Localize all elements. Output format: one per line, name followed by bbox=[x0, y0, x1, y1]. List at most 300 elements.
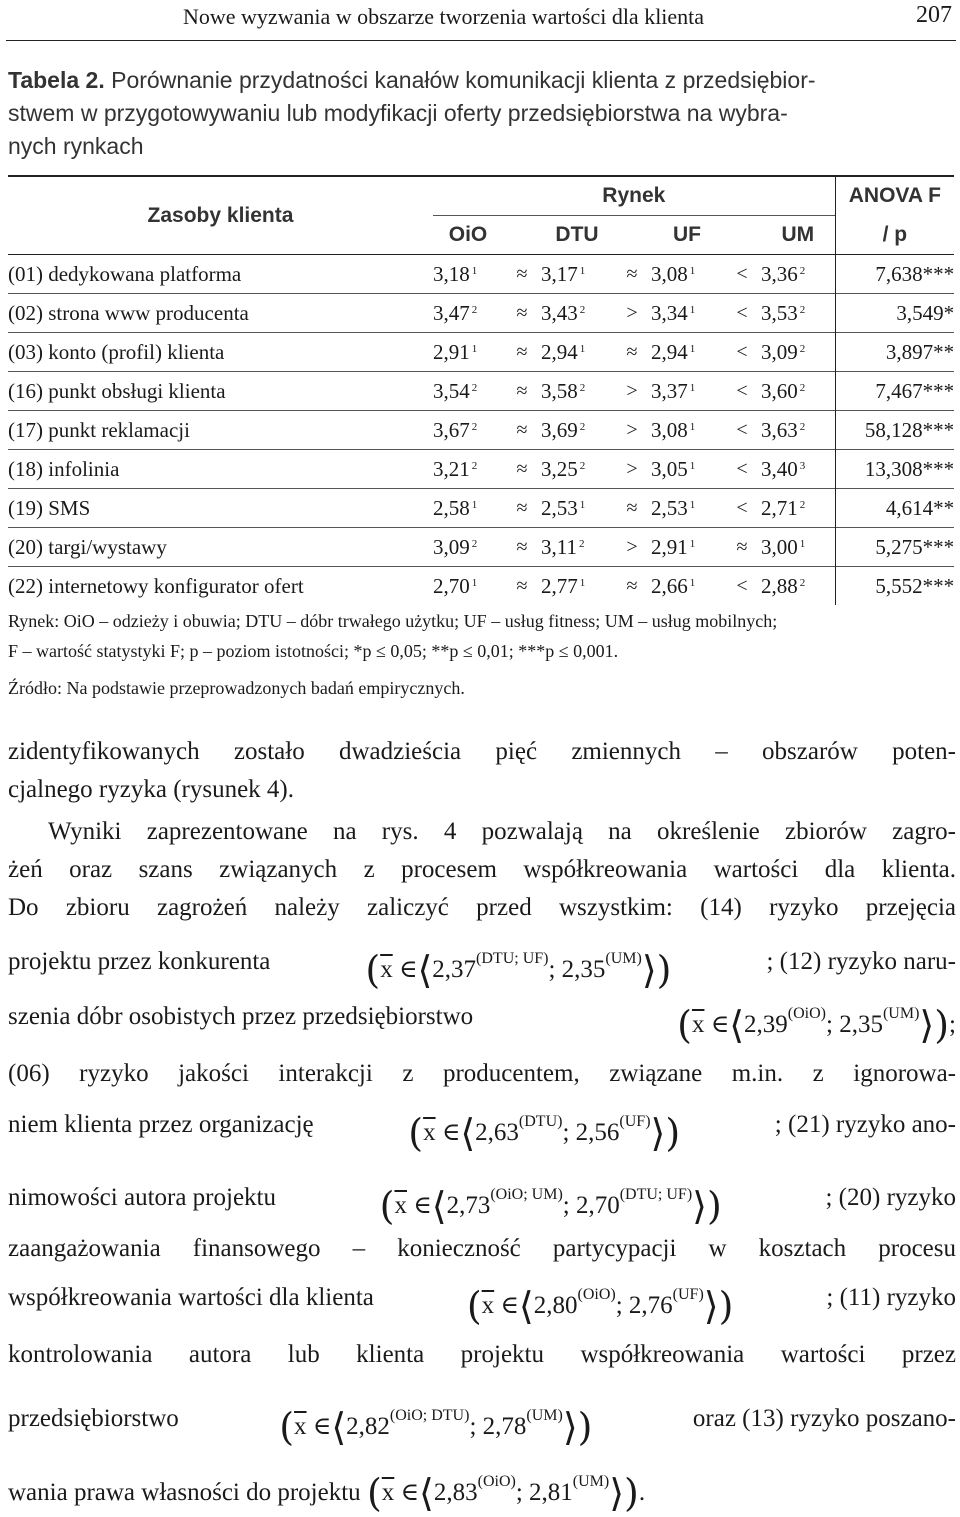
relation-sign bbox=[613, 411, 651, 450]
market-mean-text: 2,88 bbox=[761, 573, 798, 598]
formula-2-v2: ; 2,35 bbox=[826, 1011, 883, 1038]
relation-sign-text: ≈ bbox=[516, 301, 528, 324]
market-mean-text: 2,94 bbox=[541, 339, 578, 364]
market-mean bbox=[651, 567, 723, 606]
group-index: 2 bbox=[579, 303, 586, 316]
market-mean bbox=[761, 333, 835, 372]
header-market-um: UM bbox=[761, 216, 835, 255]
market-mean-text: 3,09 bbox=[433, 534, 470, 559]
formula-5-s1: (OiO) bbox=[577, 1286, 616, 1303]
market-mean-text: 2,53 bbox=[541, 495, 578, 520]
body-line-7-end: ; bbox=[949, 1011, 956, 1038]
formula-4-v2: ; 2,70 bbox=[562, 1192, 620, 1219]
body-line-9 bbox=[8, 1111, 956, 1155]
body-line-6-text: projektu przez konkurenta bbox=[8, 948, 271, 975]
market-mean-text: 3,08 bbox=[651, 417, 688, 442]
market-mean-text: 2,58 bbox=[433, 495, 470, 520]
formula-5-s2: (UF) bbox=[672, 1286, 704, 1303]
market-mean bbox=[433, 411, 503, 450]
relation-sign bbox=[613, 528, 651, 567]
row-label bbox=[8, 450, 433, 489]
anova-value-text: 5,275*** bbox=[875, 534, 955, 559]
body-line-9-end: ; (21) ryzyko ano- bbox=[774, 1111, 956, 1138]
body-line-8: (06) ryzyko jakości interakcji z producentem, związane m.in. z ignorowa- bbox=[8, 1060, 956, 1087]
group-index: 1 bbox=[689, 498, 696, 511]
table-row bbox=[8, 294, 954, 333]
element-of-symbol: ∈ bbox=[413, 1192, 432, 1219]
body-line-7-text: szenia dóbr osobistych przez przedsiębiorstwo bbox=[8, 1003, 474, 1030]
row-label-text: (18) infolinia bbox=[8, 456, 120, 481]
formula-1-v1: 2,37 bbox=[432, 956, 477, 983]
header-market-dtu: DTU bbox=[541, 216, 613, 255]
relation-sign bbox=[723, 489, 761, 528]
market-mean bbox=[651, 411, 723, 450]
group-index: 1 bbox=[799, 537, 806, 550]
relation-sign bbox=[503, 294, 541, 333]
formula-2-s2: (UM) bbox=[882, 1005, 920, 1022]
formula-4: ($\overline{x}$ $\in⟨2,73^{(OiO; UM)}$; $2,70^{(DTU; UF)}⟩$) bbox=[379, 1184, 722, 1228]
formula-1-v2: ; 2,35 bbox=[548, 956, 606, 983]
relation-sign bbox=[613, 294, 651, 333]
group-index: 2 bbox=[799, 381, 806, 394]
element-of-symbol: ∈ bbox=[500, 1292, 519, 1319]
relation-sign bbox=[723, 411, 761, 450]
market-mean bbox=[541, 333, 613, 372]
group-index: 2 bbox=[799, 498, 806, 511]
relation-sign-text: < bbox=[736, 340, 748, 363]
element-of-symbol: ∈ bbox=[441, 1119, 461, 1146]
header-market-uf: UF bbox=[651, 216, 723, 255]
body-line-15-text: wania prawa własności do projektu bbox=[8, 1479, 361, 1506]
anova-value-text: 7,638*** bbox=[875, 261, 955, 286]
header-market: Rynek bbox=[433, 176, 835, 216]
formula-3-v2: ; 2,56 bbox=[562, 1119, 620, 1146]
formula-7-v2: ; 2,81 bbox=[515, 1479, 573, 1506]
mean-symbol: $\overline{x}$ bbox=[481, 1292, 495, 1319]
group-index: 2 bbox=[471, 537, 478, 550]
formula-4-v1: 2,73 bbox=[446, 1192, 491, 1219]
anova-value bbox=[835, 567, 954, 606]
market-mean bbox=[433, 489, 503, 528]
group-index: 1 bbox=[579, 576, 586, 589]
formula-3-s2: (UF) bbox=[619, 1113, 651, 1130]
market-mean bbox=[651, 489, 723, 528]
market-mean-text: 3,63 bbox=[761, 417, 798, 442]
formula-1-s2: (UM) bbox=[605, 950, 642, 967]
market-mean-text: 3,25 bbox=[541, 456, 578, 481]
row-label-text: (01) dedykowana platforma bbox=[8, 261, 242, 286]
caption-text-line2: stwem w przygotowywaniu lub modyfikacji oferty przedsiębiorstwa na wybra- bbox=[8, 100, 788, 126]
element-of-symbol: ∈ bbox=[400, 1479, 420, 1506]
formula-3: ($\overline{x}$ $\in⟨2,63^{(DTU)}$; $2,56^{(UF)}⟩$) bbox=[408, 1111, 681, 1155]
relation-sign bbox=[503, 411, 541, 450]
anova-value bbox=[835, 528, 954, 567]
relation-sign-text: ≈ bbox=[516, 574, 528, 597]
market-mean bbox=[761, 450, 835, 489]
body-line-15 bbox=[8, 1471, 645, 1515]
row-label-text: (02) strona www producenta bbox=[8, 300, 249, 325]
relation-sign-text: < bbox=[736, 262, 748, 285]
formula-5-v1: 2,80 bbox=[533, 1292, 578, 1319]
mean-symbol: $\overline{x}$ bbox=[394, 1192, 407, 1219]
formula-4-s2: (DTU; UF) bbox=[619, 1186, 693, 1203]
element-of-symbol: ∈ bbox=[710, 1011, 730, 1038]
market-mean-text: 3,43 bbox=[541, 300, 578, 325]
anova-value-text: 3,549* bbox=[896, 300, 955, 325]
body-line-15-end: . bbox=[638, 1479, 646, 1506]
anova-value bbox=[835, 294, 954, 333]
relation-sign-text: ≈ bbox=[626, 574, 638, 597]
group-index: 2 bbox=[471, 303, 478, 316]
group-index: 1 bbox=[471, 342, 478, 355]
table-row bbox=[8, 450, 954, 489]
group-index: 2 bbox=[579, 381, 586, 394]
anova-value-text: 3,897** bbox=[885, 339, 955, 364]
relation-sign bbox=[613, 372, 651, 411]
mean-symbol: $\overline{x}$ bbox=[691, 1011, 705, 1038]
relation-sign-text: < bbox=[736, 496, 748, 519]
relation-sign bbox=[613, 255, 651, 294]
group-index: 2 bbox=[799, 342, 806, 355]
formula-2-v1: 2,39 bbox=[744, 1011, 788, 1038]
relation-sign-text: ≈ bbox=[516, 457, 528, 480]
relation-sign-text: < bbox=[736, 301, 748, 324]
market-mean bbox=[651, 333, 723, 372]
body-line-14-text: przedsiębiorstwo bbox=[8, 1405, 179, 1432]
market-mean bbox=[761, 294, 835, 333]
group-index: 1 bbox=[689, 420, 696, 433]
formula-5-v2: ; 2,76 bbox=[615, 1292, 673, 1319]
row-label-text: (16) punkt obsługi klienta bbox=[8, 378, 226, 403]
market-mean-text: 3,47 bbox=[433, 300, 470, 325]
market-mean bbox=[761, 372, 835, 411]
formula-7: ($\overline{x}$ $\in⟨2,83^{(OiO)}$; $2,81^{(UM)}⟩$). bbox=[366, 1471, 646, 1515]
body-line-12-end: ; (11) ryzyko bbox=[826, 1284, 956, 1311]
relation-sign bbox=[613, 567, 651, 606]
formula-3-s1: (DTU) bbox=[518, 1113, 563, 1130]
relation-sign bbox=[613, 489, 651, 528]
caption-label: Tabela 2. bbox=[8, 67, 105, 93]
market-mean bbox=[761, 255, 835, 294]
body-line-9-text: niem klienta przez organizację bbox=[8, 1111, 314, 1138]
group-index: 2 bbox=[579, 420, 586, 433]
relation-sign bbox=[503, 450, 541, 489]
relation-sign-text: ≈ bbox=[626, 262, 638, 285]
body-line-2: cjalnego ryzyka (rysunek 4). bbox=[8, 776, 294, 803]
market-mean bbox=[541, 372, 613, 411]
legend-line2: F – wartość statystyki F; p – poziom istotności; *p ≤ 0,05; **p ≤ 0,01; ***p ≤ 0,001. bbox=[8, 641, 619, 661]
relation-sign-text: ≈ bbox=[516, 535, 528, 558]
formula-1-s1: (DTU; UF) bbox=[476, 950, 549, 967]
group-index: 1 bbox=[689, 303, 696, 316]
relation-sign-text: > bbox=[626, 301, 638, 324]
mean-symbol: $\overline{x}$ bbox=[381, 1479, 395, 1506]
relation-sign bbox=[723, 528, 761, 567]
market-mean bbox=[651, 294, 723, 333]
anova-value-text: 4,614** bbox=[885, 495, 955, 520]
body-line-12 bbox=[8, 1284, 956, 1328]
market-mean bbox=[433, 255, 503, 294]
table-row bbox=[8, 411, 954, 450]
relation-sign bbox=[613, 450, 651, 489]
row-label bbox=[8, 489, 433, 528]
market-mean bbox=[761, 528, 835, 567]
relation-sign-text: ≈ bbox=[626, 340, 638, 363]
group-index: 2 bbox=[471, 381, 478, 394]
relation-sign-text: ≈ bbox=[626, 496, 638, 519]
group-index: 2 bbox=[799, 576, 806, 589]
relation-sign-text: > bbox=[626, 418, 638, 441]
group-index: 2 bbox=[799, 264, 806, 277]
group-index: 2 bbox=[799, 303, 806, 316]
relation-sign-text: ≈ bbox=[516, 496, 528, 519]
comparison-table bbox=[8, 175, 954, 605]
formula-7-v1: 2,83 bbox=[433, 1479, 478, 1506]
anova-value-text: 58,128*** bbox=[864, 417, 955, 442]
relation-sign bbox=[613, 333, 651, 372]
anova-value-text: 5,552*** bbox=[875, 573, 955, 598]
market-mean-text: 3,37 bbox=[651, 378, 688, 403]
anova-value bbox=[835, 255, 954, 294]
page-header bbox=[0, 0, 960, 44]
body-line-14-end: oraz (13) ryzyko poszano- bbox=[692, 1405, 956, 1432]
market-mean-text: 3,69 bbox=[541, 417, 578, 442]
body-line-7 bbox=[8, 1003, 956, 1047]
anova-value bbox=[835, 450, 954, 489]
market-mean-text: 3,08 bbox=[651, 261, 688, 286]
market-mean-text: 3,00 bbox=[761, 534, 798, 559]
market-mean-text: 2,77 bbox=[541, 573, 578, 598]
anova-value-text: 13,308*** bbox=[864, 456, 955, 481]
group-index: 1 bbox=[689, 381, 696, 394]
market-mean-text: 2,71 bbox=[761, 495, 798, 520]
formula-2-s1: (OiO) bbox=[787, 1005, 826, 1022]
relation-sign-text: > bbox=[626, 379, 638, 402]
group-index: 2 bbox=[471, 459, 478, 472]
element-of-symbol: ∈ bbox=[312, 1413, 332, 1440]
caption-text-line3: nych rynkach bbox=[8, 133, 144, 159]
group-index: 1 bbox=[689, 264, 696, 277]
relation-sign bbox=[503, 489, 541, 528]
table-legend bbox=[8, 606, 958, 666]
market-mean-text: 3,60 bbox=[761, 378, 798, 403]
group-index: 2 bbox=[579, 459, 586, 472]
market-mean-text: 3,21 bbox=[433, 456, 470, 481]
formula-1: ($\overline{x}$ $\in⟨2,37^{(DTU; UF)}$; $2,35^{(UM)}⟩$) bbox=[365, 948, 672, 992]
relation-sign bbox=[503, 255, 541, 294]
market-mean bbox=[761, 411, 835, 450]
market-mean bbox=[541, 489, 613, 528]
market-mean-text: 2,66 bbox=[651, 573, 688, 598]
formula-2: ($\overline{x}$ $\in⟨2,39^{(OiO)}$; $2,35^{(UM)}⟩$); bbox=[677, 1003, 956, 1047]
market-mean bbox=[433, 567, 503, 606]
market-mean-text: 2,53 bbox=[651, 495, 688, 520]
relation-sign bbox=[503, 567, 541, 606]
market-mean-text: 3,58 bbox=[541, 378, 578, 403]
market-mean-text: 3,09 bbox=[761, 339, 798, 364]
header-anova: ANOVA F bbox=[835, 176, 954, 216]
header-anova-p: / p bbox=[835, 216, 954, 255]
table-row bbox=[8, 567, 954, 606]
market-mean-text: 3,67 bbox=[433, 417, 470, 442]
row-label bbox=[8, 567, 433, 606]
market-mean bbox=[433, 333, 503, 372]
market-mean bbox=[651, 255, 723, 294]
formula-6-v1: 2,82 bbox=[346, 1413, 390, 1440]
market-mean-text: 3,11 bbox=[541, 534, 577, 559]
market-mean-text: 3,36 bbox=[761, 261, 798, 286]
running-title: Nowe wyzwania w obszarze tworzenia wartości dla klienta bbox=[183, 4, 705, 29]
formula-6: ($\overline{x}$ $\in⟨2,82^{(OiO; DTU)}$; $2,78^{(UM)}⟩$) bbox=[279, 1405, 593, 1449]
group-index: 1 bbox=[689, 537, 696, 550]
formula-6-s2: (UM) bbox=[526, 1407, 563, 1424]
table-row bbox=[8, 333, 954, 372]
formula-7-s1: (OiO) bbox=[477, 1473, 516, 1490]
caption-text: Porównanie przydatności kanałów komunikacji klienta z przedsiębior- bbox=[111, 67, 816, 93]
table-source: Źródło: Na podstawie przeprowadzonych badań empirycznych. bbox=[8, 678, 465, 698]
table-row bbox=[8, 255, 954, 294]
relation-sign bbox=[723, 333, 761, 372]
group-index: 1 bbox=[579, 498, 586, 511]
anova-value bbox=[835, 411, 954, 450]
group-index: 1 bbox=[471, 264, 478, 277]
market-mean-text: 3,05 bbox=[651, 456, 688, 481]
relation-sign-text: > bbox=[626, 535, 638, 558]
anova-value bbox=[835, 489, 954, 528]
row-label-text: (22) internetowy konfigurator ofert bbox=[8, 573, 304, 598]
table-row bbox=[8, 528, 954, 567]
body-line-1: zidentyfikowanych zostało dwadzieścia pięć zmiennych – obszarów poten- bbox=[8, 738, 956, 765]
market-mean bbox=[541, 294, 613, 333]
relation-sign-text: ≈ bbox=[516, 340, 528, 363]
market-mean bbox=[651, 528, 723, 567]
group-index: 1 bbox=[689, 576, 696, 589]
element-of-symbol: ∈ bbox=[398, 956, 418, 983]
formula-4-s1: (OiO; UM) bbox=[490, 1186, 563, 1203]
body-line-11: zaangażowania finansowego – konieczność partycypacji w kosztach procesu bbox=[8, 1235, 956, 1262]
market-mean-text: 2,91 bbox=[651, 534, 688, 559]
relation-sign-text: ≈ bbox=[736, 535, 748, 558]
body-line-10-end: ; (20) ryzyko bbox=[825, 1184, 956, 1211]
body-line-6 bbox=[8, 948, 956, 992]
mean-symbol: $\overline{x}$ bbox=[380, 956, 393, 983]
header-market-oio: OiO bbox=[433, 216, 503, 255]
market-mean bbox=[761, 567, 835, 606]
body-line-3: Wyniki zaprezentowane na rys. 4 pozwalają na określenie zbiorów zagro- bbox=[48, 818, 956, 845]
formula-6-s1: (OiO; DTU) bbox=[389, 1407, 470, 1424]
formula-3-v1: 2,63 bbox=[475, 1119, 519, 1146]
row-label bbox=[8, 294, 433, 333]
relation-sign-text: ≈ bbox=[516, 262, 528, 285]
group-index: 1 bbox=[471, 576, 478, 589]
relation-sign bbox=[503, 372, 541, 411]
market-mean-text: 2,94 bbox=[651, 339, 688, 364]
formula-6-v2: ; 2,78 bbox=[469, 1413, 527, 1440]
row-label-text: (19) SMS bbox=[8, 495, 91, 520]
relation-sign bbox=[723, 567, 761, 606]
page-number: 207 bbox=[916, 2, 952, 28]
group-index: 2 bbox=[799, 420, 806, 433]
mean-symbol: $\overline{x}$ bbox=[423, 1119, 436, 1146]
market-mean bbox=[651, 450, 723, 489]
mean-symbol: $\overline{x}$ bbox=[294, 1413, 307, 1440]
market-mean bbox=[433, 528, 503, 567]
body-line-14 bbox=[8, 1405, 956, 1449]
row-label-text: (03) konto (profil) klienta bbox=[8, 339, 225, 364]
relation-sign bbox=[723, 450, 761, 489]
row-label-text: (20) targi/wystawy bbox=[8, 534, 167, 559]
legend-line1: Rynek: OiO – odzieży i obuwia; DTU – dóbr trwałego użytku; UF – usług fitness; UM – usług mobilnych; bbox=[8, 611, 778, 631]
body-line-12-text: współkreowania wartości dla klienta bbox=[8, 1284, 374, 1311]
body-line-6-end: ; (12) ryzyko naru- bbox=[766, 948, 956, 975]
market-mean bbox=[541, 528, 613, 567]
market-mean bbox=[541, 450, 613, 489]
table-caption bbox=[8, 64, 952, 163]
relation-sign-text: < bbox=[736, 418, 748, 441]
relation-sign-text: ≈ bbox=[516, 418, 528, 441]
body-line-10 bbox=[8, 1184, 956, 1228]
market-mean-text: 2,70 bbox=[433, 573, 470, 598]
group-index: 2 bbox=[471, 420, 478, 433]
relation-sign bbox=[723, 255, 761, 294]
relation-sign-text: < bbox=[736, 574, 748, 597]
table-row bbox=[8, 489, 954, 528]
market-mean-text: 3,18 bbox=[433, 261, 470, 286]
anova-value bbox=[835, 372, 954, 411]
market-mean bbox=[433, 294, 503, 333]
market-mean bbox=[761, 489, 835, 528]
market-mean-text: 3,34 bbox=[651, 300, 688, 325]
group-index: 3 bbox=[799, 459, 806, 472]
row-label bbox=[8, 333, 433, 372]
anova-value bbox=[835, 333, 954, 372]
row-label bbox=[8, 372, 433, 411]
relation-sign bbox=[723, 372, 761, 411]
market-mean-text: 3,17 bbox=[541, 261, 578, 286]
body-line-4: żeń oraz szans związanych z procesem współkreowania wartości dla klienta. bbox=[8, 856, 956, 883]
header-rule bbox=[6, 40, 956, 41]
market-mean-text: 3,40 bbox=[761, 456, 798, 481]
market-mean bbox=[541, 411, 613, 450]
relation-sign-text: < bbox=[736, 457, 748, 480]
market-mean bbox=[541, 567, 613, 606]
market-mean bbox=[541, 255, 613, 294]
row-label-text: (17) punkt reklamacji bbox=[8, 417, 190, 442]
group-index: 1 bbox=[689, 342, 696, 355]
market-mean bbox=[433, 372, 503, 411]
anova-value-text: 7,467*** bbox=[875, 378, 955, 403]
relation-sign bbox=[503, 333, 541, 372]
row-label bbox=[8, 528, 433, 567]
group-index: 1 bbox=[471, 498, 478, 511]
formula-7-s2: (UM) bbox=[572, 1473, 610, 1490]
market-mean bbox=[433, 450, 503, 489]
relation-sign-text: ≈ bbox=[516, 379, 528, 402]
market-mean-text: 3,53 bbox=[761, 300, 798, 325]
row-label bbox=[8, 411, 433, 450]
relation-sign bbox=[503, 528, 541, 567]
relation-sign-text: < bbox=[736, 379, 748, 402]
market-mean bbox=[651, 372, 723, 411]
body-line-5: Do zbioru zagrożeń należy zaliczyć przed wszystkim: (14) ryzyko przejęcia bbox=[8, 894, 956, 921]
formula-5: ($\overline{x}$ $\in⟨2,80^{(OiO)}$; $2,76^{(UF)}⟩$) bbox=[466, 1284, 734, 1328]
group-index: 1 bbox=[579, 264, 586, 277]
relation-sign-text: > bbox=[626, 457, 638, 480]
row-label bbox=[8, 255, 433, 294]
market-mean-text: 2,91 bbox=[433, 339, 470, 364]
table-row bbox=[8, 372, 954, 411]
market-mean-text: 3,54 bbox=[433, 378, 470, 403]
